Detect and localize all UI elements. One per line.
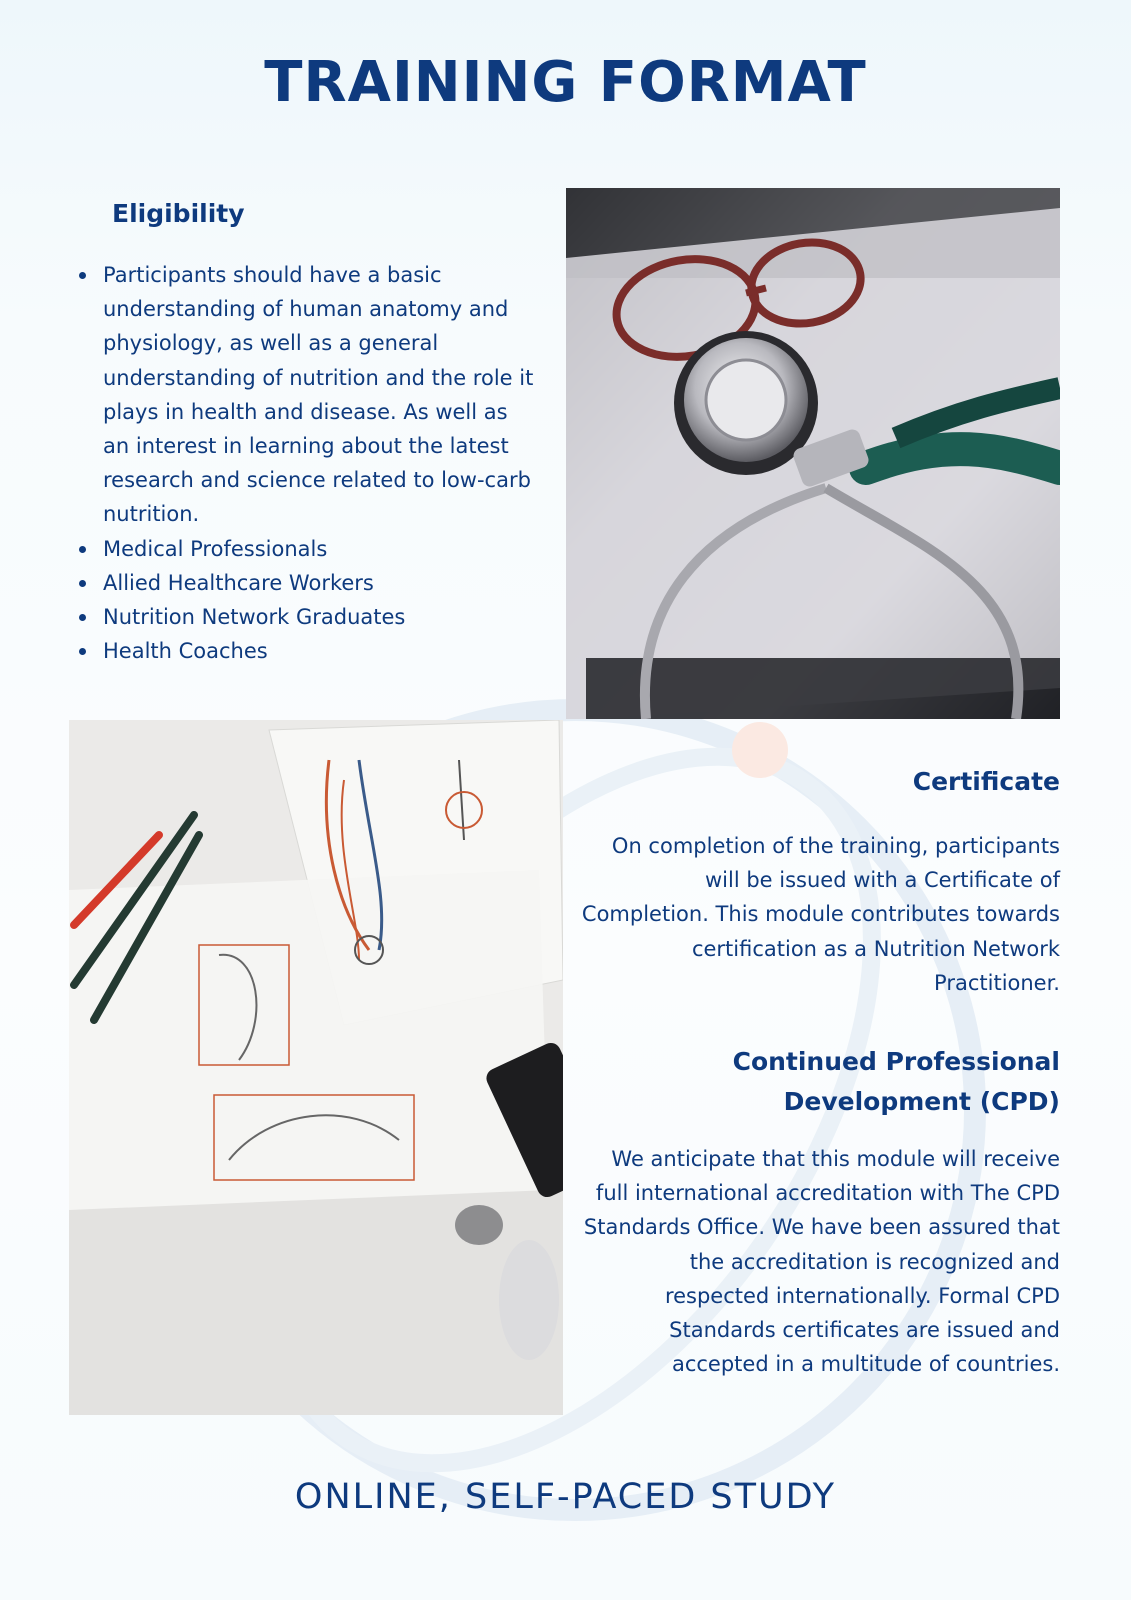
cpd-heading: Continued Professional Development (CPD) [732, 1047, 1060, 1116]
cpd-text: We anticipate that this module will receive full international accreditation with The CPD Standards Office. We have been assured that the accreditation is recognized and respected internationally. Formal CPD Standards certificates are issued and accepted in a multitude of countries. [583, 1147, 1060, 1377]
certificate-heading: Certificate [912, 767, 1060, 796]
list-item: Nutrition Network Graduates [75, 600, 535, 634]
list-item: Allied Healthcare Workers [75, 566, 535, 600]
page-title: TRAINING FORMAT [264, 50, 867, 115]
footer-tagline: ONLINE, SELF-PACED STUDY [294, 1477, 837, 1517]
list-item: Medical Professionals [75, 532, 535, 566]
list-item: Participants should have a basic understanding of human anatomy and physiology, as well as a general understanding of nutrition and the role it plays in health and disease. As well as an interest in learning about the latest research and science related to low-carb nutrition. [75, 258, 535, 532]
anatomy-sketch-photo [69, 720, 563, 1415]
list-item: Health Coaches [75, 634, 535, 668]
eligibility-list [75, 258, 535, 668]
certificate-text: On completion of the training, participants will be issued with a Certificate of Completion. This module contributes towards certification as a Nutrition Network Practitioner. [581, 834, 1060, 995]
stethoscope-photo [566, 188, 1060, 719]
eligibility-heading: Eligibility [112, 199, 245, 228]
